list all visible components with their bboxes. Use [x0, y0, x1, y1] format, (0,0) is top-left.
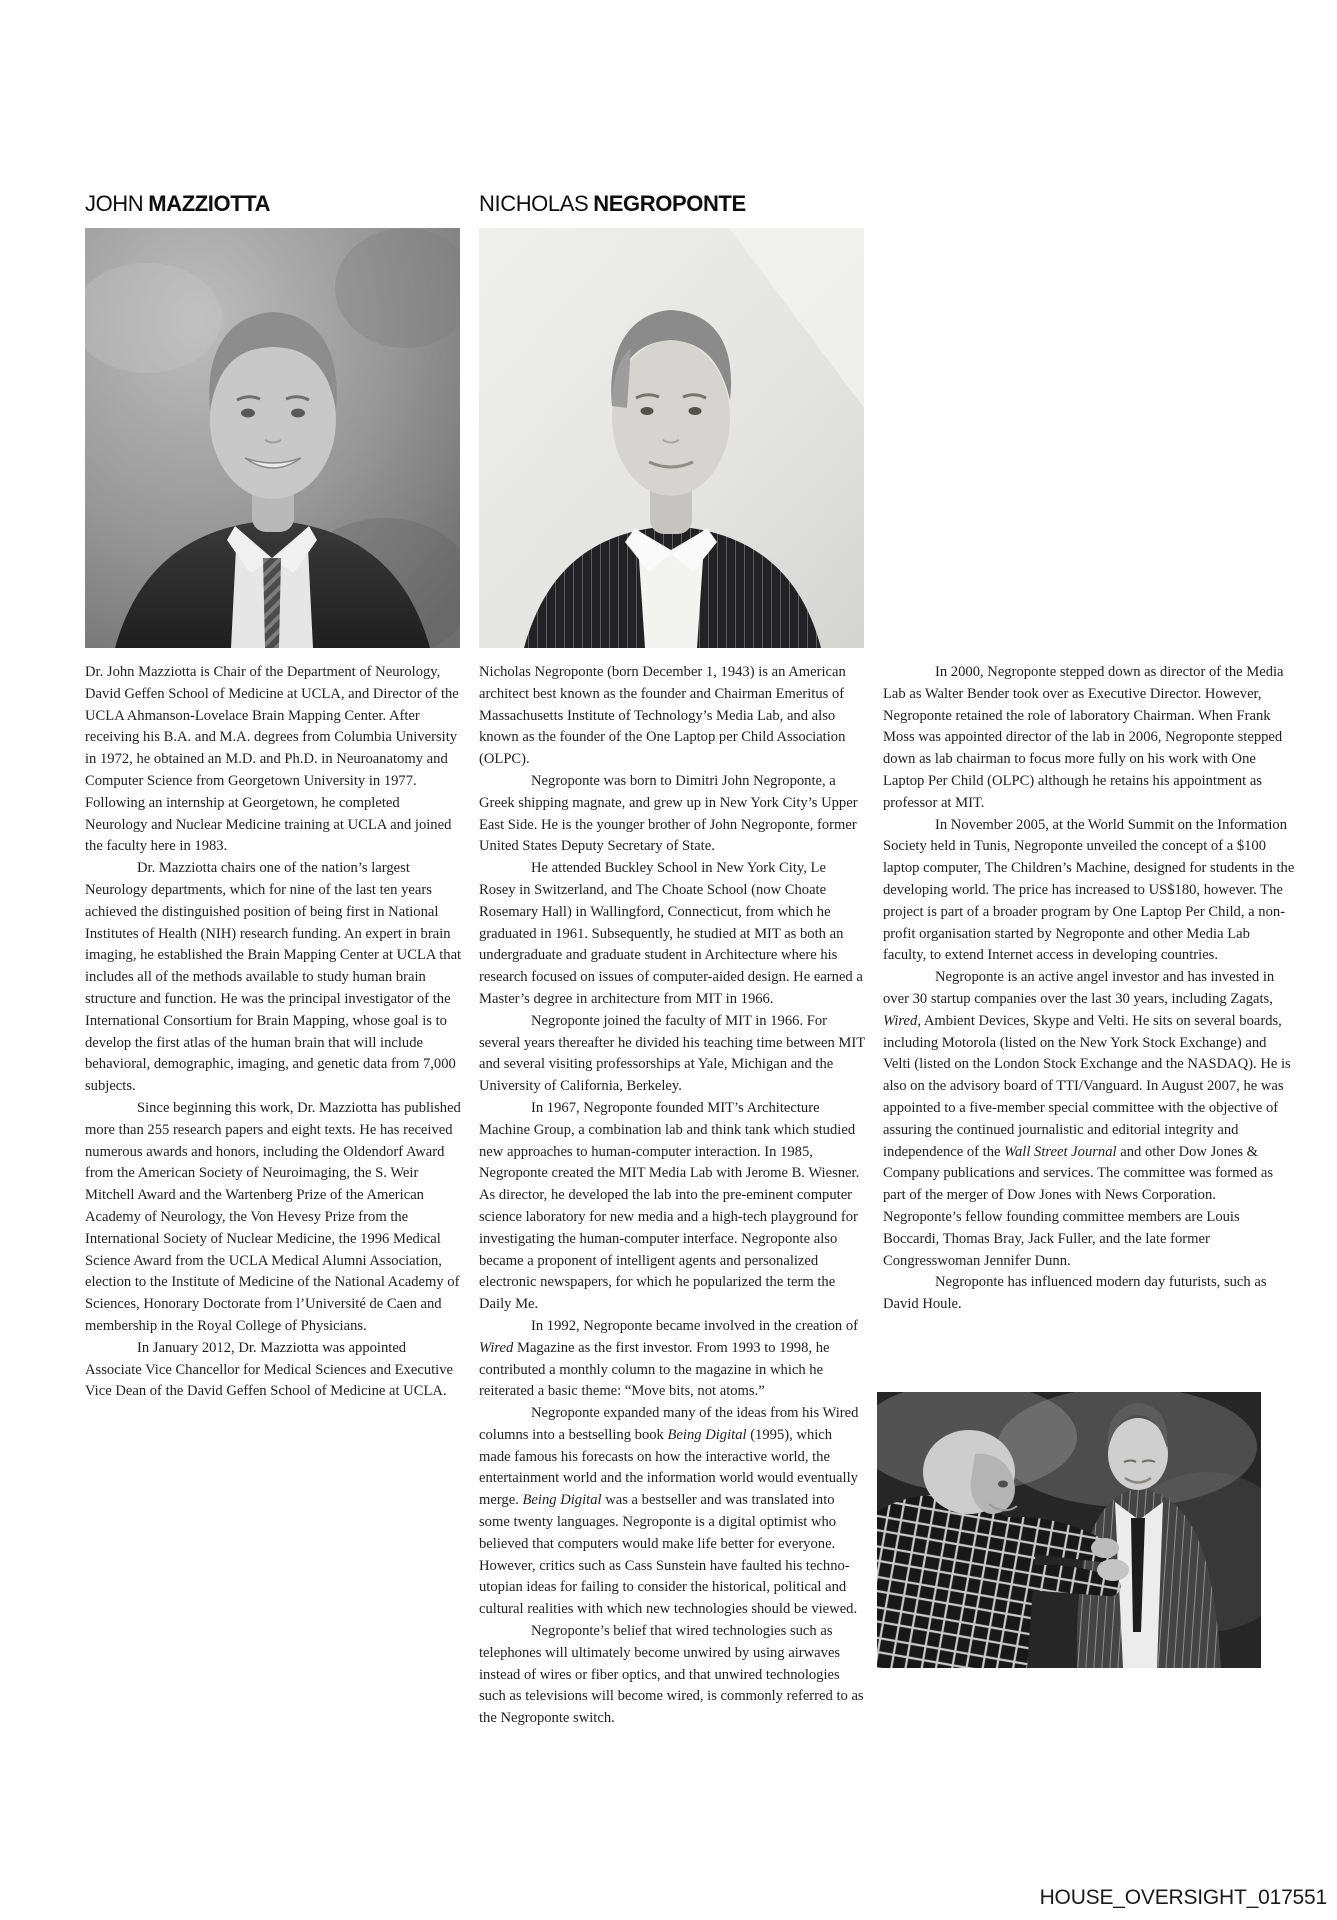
bio-paragraph: Negroponte was born to Dimitri John Negroponte, a Greek shipping magnate, and grew up in New York City’s Upper East Side. He is the younger brother of John Negroponte, former United States Deputy Secretary of State.: [479, 772, 858, 855]
bio-paragraph: Since beginning this work, Dr. Mazziotta has published more than 255 research papers and eight texts. He has received numerous awards and honors, including the Oldendorf Award from the American Society of Neuroimaging, the S. Weir Mitchell Award and the Wartenberg Prize of the American Academy of Neurology, the Von Hevesy Prize from the International Society of Nuclear Medicine, the 1996 Medical Science Award from the UCLA Medical Alumni Association, election to the Institute of Medicine of the National Academy of Sciences, Honorary Doctorate from l’Université de Caen and membership in the Royal College of Physicians.: [85, 1099, 461, 1334]
negroponte-bio-column-1: [479, 662, 866, 1730]
bio-paragraph: In 1992, Negroponte became involved in the creation of Wired Magazine as the first investor. From 1993 to 1998, he contributed a monthly column to the magazine in which he reiterated a basic theme: “Move bits, not atoms.”: [479, 1317, 859, 1400]
bio-paragraph: Negroponte’s belief that wired technologies such as telephones will ultimately become unwired by using airwaves instead of wires or fiber optics, and that unwired technologies such as televisions will become wired, is commonly referred to as the Negroponte switch.: [479, 1623, 864, 1727]
bio-paragraph: Negroponte expanded many of the ideas from his Wired columns into a bestselling book Being Digital (1995), which made famous his forecasts on how the interactive world, the entertainment world and the information world would eventually merge. Being Digital was a bestseller and was translated into some twenty languages. Negroponte is a digital optimist who believed that computers would make life better for everyone. However, critics such as Cass Sunstein have faulted his techno-utopian ideas for failing to consider the historical, political and cultural realities with which new technologies should be viewed.: [479, 1405, 859, 1618]
heading-first-name: NICHOLAS: [479, 191, 589, 216]
bio-paragraph: Dr. Mazziotta chairs one of the nation’s largest Neurology departments, which for nine of the last ten years achieved the distinguished position of being first in National Institutes of Health (NIH) research funding. An expert in brain imaging, he established the Brain Mapping Center at UCLA that includes all of the methods available to study human brain structure and function. He was the principal investigator of the International Consortium for Brain Mapping, whose goal is to develop the first atlas of the human brain that will include behavioral, demographic, imaging, and genetic data from 7,000 subjects.: [85, 860, 462, 1095]
document-id-label: HOUSE_OVERSIGHT_017551: [1039, 1886, 1327, 1909]
bio-paragraph: Negroponte joined the faculty of MIT in 1966. For several years thereafter he divided his teaching time between MIT and several visiting professorships at Yale, Michigan and the University of California, Berkeley.: [479, 1012, 865, 1095]
bio-paragraph: Nicholas Negroponte (born December 1, 1943) is an American architect best known as the founder and Chairman Emeritus of Massachusetts Institute of Technology’s Media Lab, and also known as the founder of the One Laptop per Child Association (OLPC).: [479, 664, 846, 768]
bio-paragraph: In 2000, Negroponte stepped down as director of the Media Lab as Walter Bender took over as Executive Director. However, Negroponte retained the role of laboratory Chairman. When Frank Moss was appointed director of the lab in 2006, Negroponte stepped down as lab chairman to focus more fully on his work with One Laptop Per Child (OLPC) although he retains his appointment as professor at MIT.: [883, 664, 1284, 811]
negroponte-event-photo: [877, 1392, 1261, 1668]
bio-paragraph: Negroponte is an active angel investor and has invested in over 30 startup companies over the last 30 years, including Zagats, Wired, Ambient Devices, Skype and Velti. He sits on several boards, including Motorola (listed on the New York Stock Exchange) and Velti (listed on the London Stock Exchange and the NASDAQ). He is also on the advisory board of TTI/Vanguard. In August 2007, he was appointed to a five-member special committee with the objective of assuring the continued journalistic and editorial integrity and independence of the Wall Street Journal and other Dow Jones & Company publications and services. The committee was formed as part of the merger of Dow Jones with News Corporation. Negroponte’s fellow founding committee members are Louis Boccardi, Thomas Bray, Jack Fuller, and the late former Congresswoman Jennifer Dunn.: [883, 969, 1291, 1269]
heading-last-name: MAZZIOTTA: [148, 191, 271, 216]
bio-paragraph: In January 2012, Dr. Mazziotta was appointed Associate Vice Chancellor for Medical Sciences and Executive Vice Dean of the David Geffen School of Medicine at UCLA.: [85, 1339, 454, 1400]
bio-paragraph: In 1967, Negroponte founded MIT’s Architecture Machine Group, a combination lab and think tank which studied new approaches to human-computer interaction. In 1985, Negroponte created the MIT Media Lab with Jerome B. Wiesner. As director, he developed the lab into the pre-eminent computer science laboratory for new media and a high-tech playground for investigating the human-computer interface. Negroponte also became a proponent of intelligent agents and personalized electronic newspapers, for which he popularized the term the Daily Me.: [479, 1099, 860, 1313]
bio-paragraph: In November 2005, at the World Summit on the Information Society held in Tunis, Negroponte unveiled the concept of a $100 laptop computer, The Children’s Machine, designed for students in the developing world. The price has increased to US$180, however. The project is part of a broader program by One Laptop Per Child, a non-profit organisation started by Negroponte and other Media Lab faculty, to extend Internet access in developing countries.: [883, 816, 1295, 964]
bio-paragraph: He attended Buckley School in New York City, Le Rosey in Switzerland, and The Choate School (now Choate Rosemary Hall) in Wallingford, Connecticut, from which he graduated in 1961. Subsequently, he studied at MIT as both an undergraduate and graduate student in Architecture where his research focused on issues of computer-aided design. He earned a Master’s degree in architecture from MIT in 1966.: [479, 860, 863, 1007]
bio-paragraph: Dr. John Mazziotta is Chair of the Department of Neurology, David Geffen School of Medicine at UCLA, and Director of the UCLA Ahmanson-Lovelace Brain Mapping Center. After receiving his B.A. and M.A. degrees from Columbia University in 1972, he obtained an M.D. and Ph.D. in Neuroanatomy and Computer Science from Georgetown University in 1977. Following an internship at Georgetown, he completed Neurology and Nuclear Medicine training at UCLA and joined the faculty here in 1983.: [85, 664, 459, 855]
heading-nicholas-negroponte: [479, 191, 746, 217]
negroponte-portrait-photo: [479, 228, 864, 648]
mazziotta-bio-column: [85, 662, 462, 1403]
mazziotta-portrait-photo: [85, 228, 460, 648]
bio-paragraph: Negroponte has influenced modern day futurists, such as David Houle.: [883, 1274, 1267, 1313]
heading-first-name: JOHN: [85, 191, 144, 216]
negroponte-bio-column-2: [883, 662, 1296, 1316]
heading-last-name: NEGROPONTE: [593, 191, 746, 216]
heading-john-mazziotta: [85, 191, 270, 217]
